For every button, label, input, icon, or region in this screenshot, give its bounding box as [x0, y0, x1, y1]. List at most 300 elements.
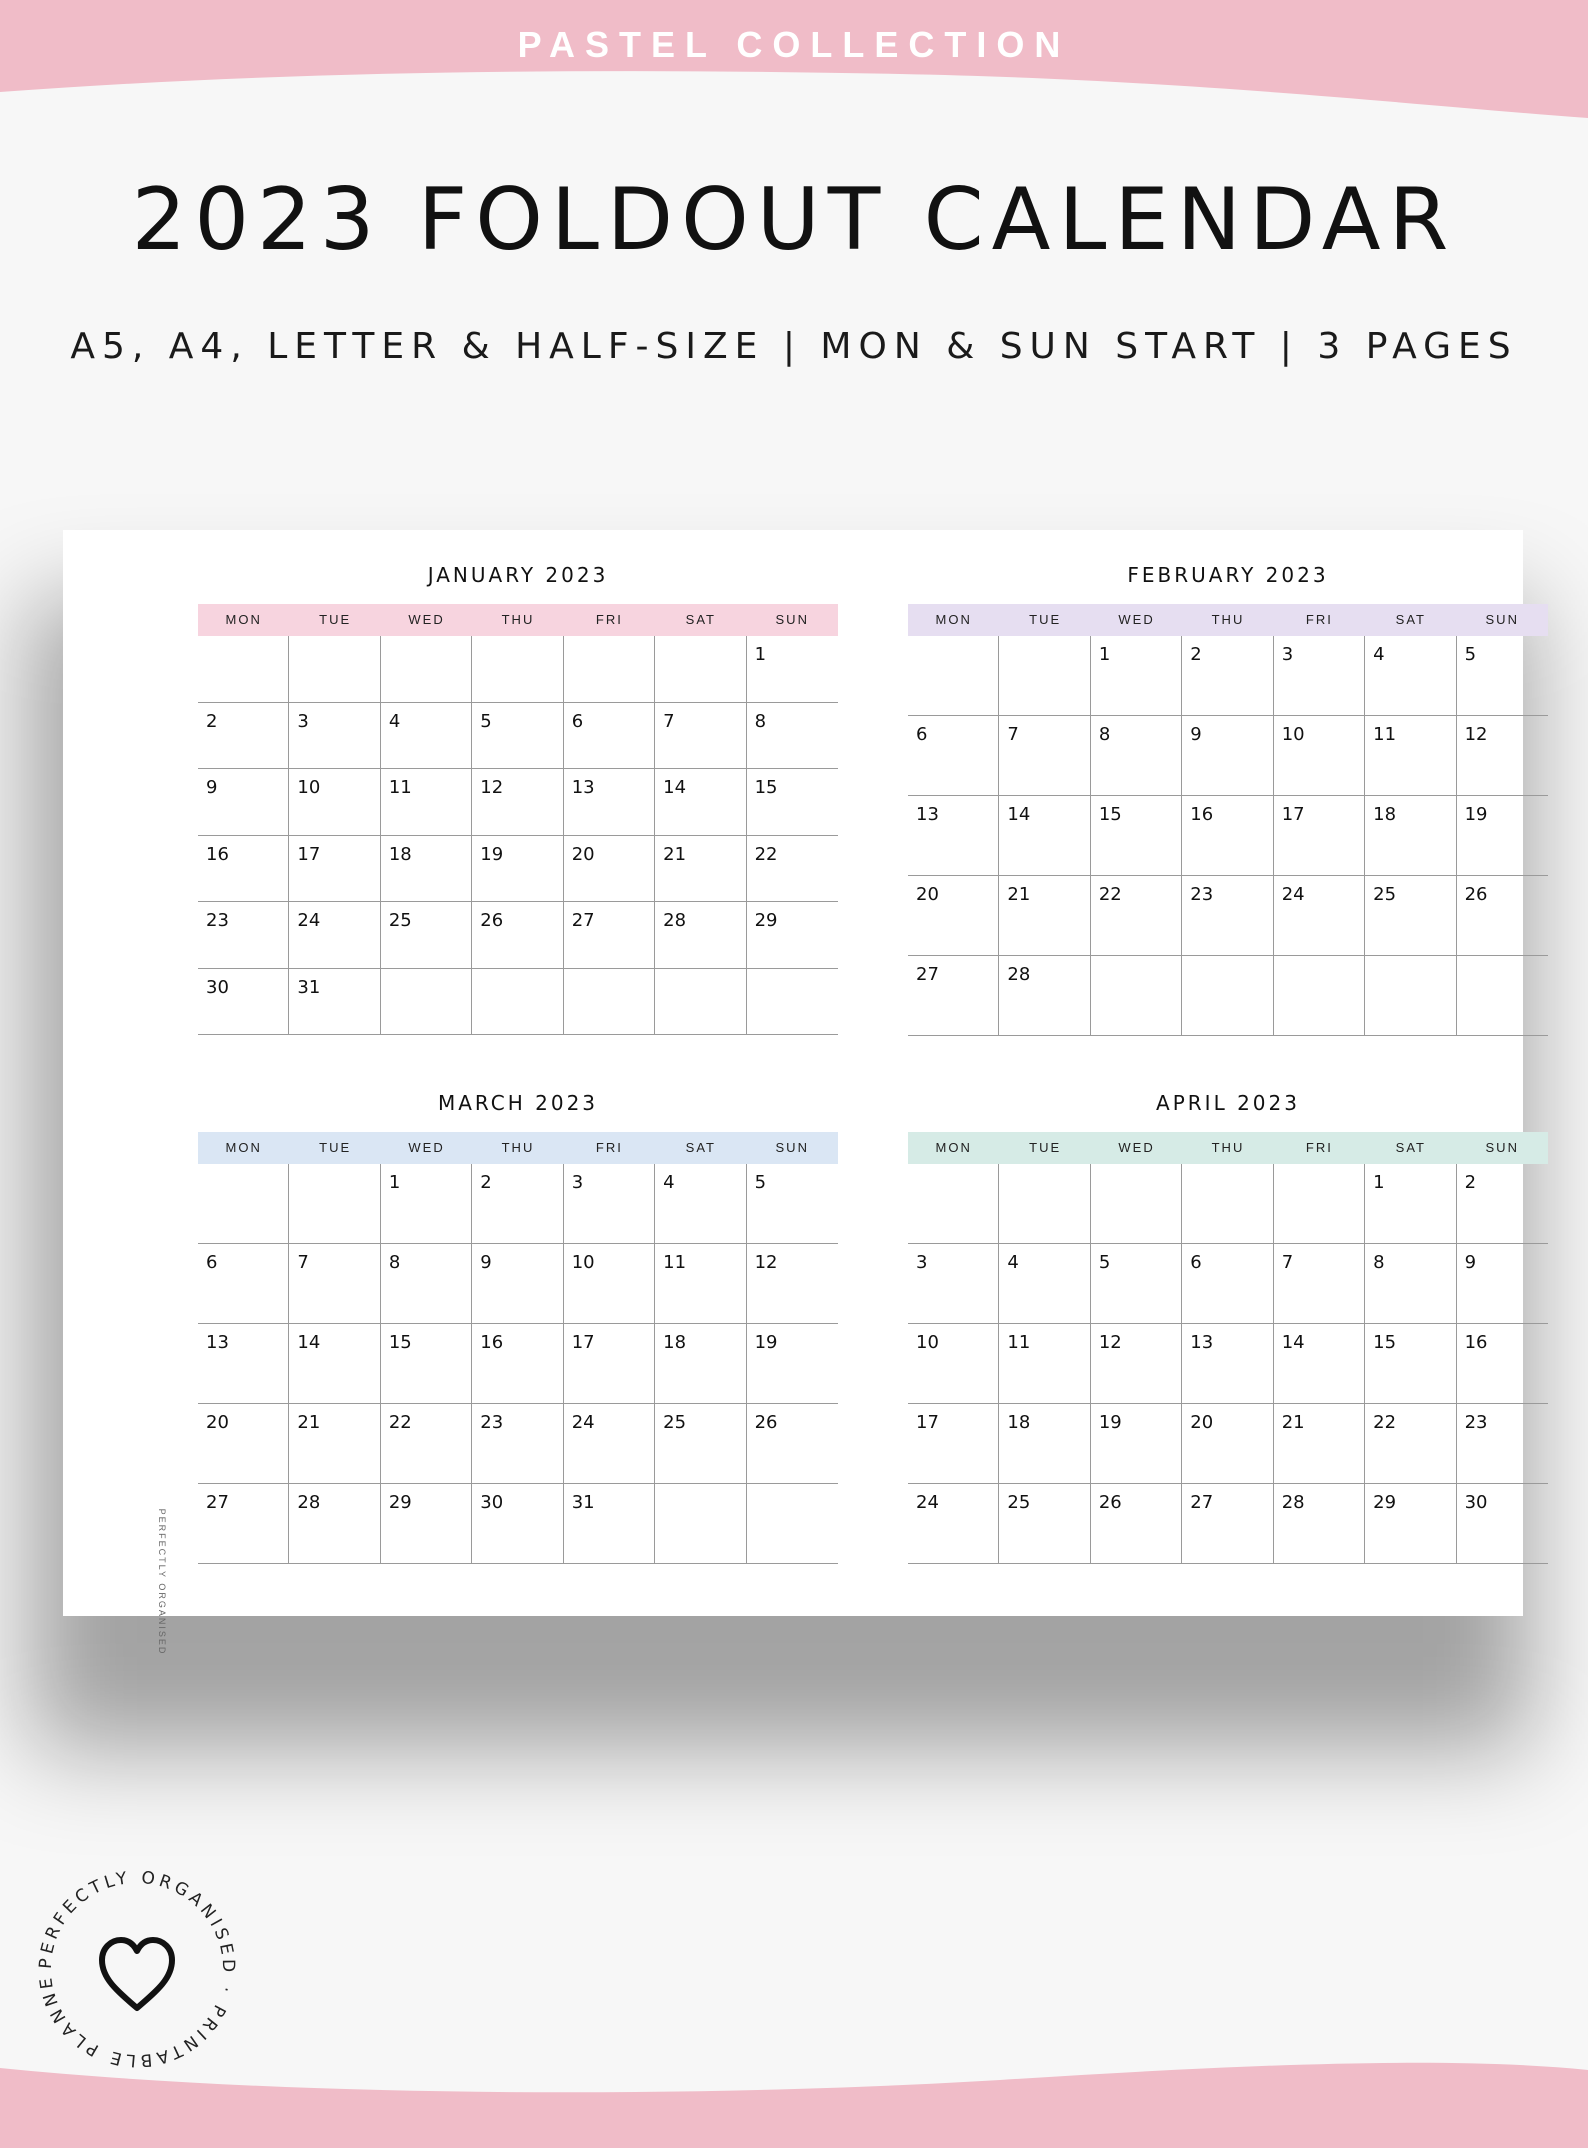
day-number: 19 [1098, 1412, 1122, 1433]
day-cell [198, 1404, 289, 1484]
day-cell [381, 969, 472, 1036]
day-cell [289, 969, 380, 1036]
day-number: 8 [1373, 1252, 1385, 1273]
day-number: 16 [206, 843, 229, 865]
weekday-label: MON [225, 1140, 262, 1155]
day-cell [472, 769, 563, 836]
day-number: 31 [571, 1492, 595, 1513]
weekday-label: FRI [595, 612, 623, 627]
day-number: 3 [571, 1172, 584, 1193]
day-number: 11 [1007, 1332, 1031, 1353]
weekday-label: THU [501, 612, 535, 627]
day-cell [908, 1164, 999, 1244]
day-cell [564, 1244, 655, 1324]
weekday-header [908, 1132, 1548, 1164]
day-number: 25 [663, 1412, 687, 1433]
weekday-label: SAT [685, 612, 716, 627]
month-block [198, 1088, 838, 1564]
day-cell [1091, 876, 1182, 956]
month-title: FEBRUARY 2023 [1127, 563, 1329, 587]
day-number: 30 [480, 1492, 504, 1513]
weekday-header [198, 1132, 838, 1164]
day-number: 2 [480, 1172, 492, 1193]
day-number: 13 [571, 777, 595, 798]
day-number: 31 [297, 976, 321, 998]
weekday-label: SUN [775, 1140, 809, 1155]
day-number: 8 [1098, 724, 1111, 745]
day-cell [1274, 956, 1365, 1036]
day-number: 11 [388, 777, 412, 798]
day-cell [198, 836, 289, 903]
day-number: 15 [754, 777, 778, 798]
page-subtitle: A5, A4, LETTER & HALF-SIZE | MON & SUN START | 3 PAGES [70, 326, 1518, 367]
weekday-label: SUN [1485, 612, 1519, 627]
day-number: 7 [1007, 724, 1019, 745]
day-cell [908, 796, 999, 876]
day-cell [198, 902, 289, 969]
month-title: APRIL 2023 [1156, 1091, 1300, 1115]
month-title: JANUARY 2023 [427, 563, 609, 587]
day-number: 16 [480, 1332, 504, 1353]
day-cell [1182, 716, 1273, 796]
weekday-label: THU [1211, 612, 1245, 627]
day-number: 10 [571, 1252, 595, 1273]
day-cell [564, 969, 655, 1036]
day-number: 28 [297, 1492, 321, 1513]
day-cell [1457, 1164, 1548, 1244]
day-number: 12 [1098, 1332, 1122, 1353]
day-grid [908, 636, 1548, 1036]
day-cell [198, 1164, 289, 1244]
day-number: 9 [1190, 724, 1202, 745]
day-cell [1182, 876, 1273, 956]
day-number: 4 [663, 1172, 675, 1193]
month-block [198, 560, 838, 1035]
weekday-label: SAT [1395, 612, 1426, 627]
page-title: 2023 FOLDOUT CALENDAR [131, 170, 1457, 270]
side-brand-text: PERFECTLY ORGANISED [157, 1508, 167, 1656]
day-cell [289, 636, 380, 703]
day-number: 5 [1464, 644, 1477, 665]
day-cell [472, 1484, 563, 1564]
day-cell [655, 1324, 746, 1404]
day-cell [999, 716, 1090, 796]
day-number: 17 [916, 1412, 939, 1433]
day-cell [1457, 956, 1548, 1036]
day-number: 5 [754, 1172, 767, 1193]
day-number: 23 [1190, 884, 1214, 905]
day-number: 9 [206, 777, 218, 798]
day-cell [655, 636, 746, 703]
day-cell [655, 1484, 746, 1564]
day-cell [198, 1324, 289, 1404]
day-cell [381, 1244, 472, 1324]
day-cell [564, 836, 655, 903]
day-number: 20 [206, 1412, 229, 1433]
day-number: 10 [297, 777, 321, 798]
day-cell [1365, 716, 1456, 796]
day-cell [289, 1404, 380, 1484]
day-number: 30 [206, 976, 229, 998]
day-cell [908, 956, 999, 1036]
day-number: 18 [388, 843, 412, 865]
day-number: 29 [388, 1492, 412, 1513]
day-number: 14 [297, 1332, 321, 1353]
weekday-label: WED [1118, 1140, 1155, 1155]
day-number: 9 [480, 1252, 492, 1273]
day-cell [472, 1324, 563, 1404]
day-cell [1365, 1484, 1456, 1564]
day-cell [655, 1404, 746, 1484]
day-cell [381, 1324, 472, 1404]
day-number: 13 [206, 1332, 229, 1353]
day-cell [289, 1324, 380, 1404]
day-number: 18 [1373, 804, 1397, 825]
day-cell [1182, 1164, 1273, 1244]
day-cell [655, 969, 746, 1036]
day-number: 13 [916, 804, 939, 825]
day-cell [381, 836, 472, 903]
day-cell [1182, 796, 1273, 876]
day-cell [1091, 1164, 1182, 1244]
day-number: 5 [480, 710, 492, 732]
weekday-header [198, 604, 838, 636]
day-cell [198, 703, 289, 770]
day-cell [1091, 1244, 1182, 1324]
day-number: 10 [1281, 724, 1305, 745]
day-cell [1091, 956, 1182, 1036]
weekday-label: WED [408, 612, 445, 627]
day-number: 21 [1007, 884, 1031, 905]
day-grid [198, 636, 838, 1035]
day-cell [999, 1404, 1090, 1484]
day-cell [1182, 1324, 1273, 1404]
day-cell [198, 1484, 289, 1564]
day-cell [472, 1164, 563, 1244]
weekday-label: THU [1211, 1140, 1245, 1155]
day-number: 6 [206, 1252, 218, 1273]
day-cell [1365, 1244, 1456, 1324]
day-number: 18 [663, 1332, 687, 1353]
day-cell [999, 636, 1090, 716]
weekday-label: MON [935, 612, 972, 627]
day-cell [472, 1404, 563, 1484]
day-number: 16 [1190, 804, 1214, 825]
day-cell [1274, 1164, 1365, 1244]
weekday-label: WED [408, 1140, 445, 1155]
day-number: 20 [1190, 1412, 1214, 1433]
day-cell [472, 969, 563, 1036]
day-cell [655, 1164, 746, 1244]
day-cell [1274, 636, 1365, 716]
day-cell [564, 769, 655, 836]
day-number: 4 [1373, 644, 1385, 665]
day-cell [1274, 1404, 1365, 1484]
day-cell [747, 902, 838, 969]
weekday-label: TUE [319, 1140, 352, 1155]
day-number: 27 [1190, 1492, 1214, 1513]
day-number: 2 [1190, 644, 1202, 665]
day-cell [655, 836, 746, 903]
weekday-label: TUE [1029, 1140, 1062, 1155]
day-cell [908, 876, 999, 956]
day-number: 2 [206, 710, 218, 732]
day-cell [747, 1484, 838, 1564]
day-cell [1091, 1324, 1182, 1404]
day-number: 1 [754, 644, 767, 665]
day-cell [999, 956, 1090, 1036]
day-number: 29 [754, 910, 778, 931]
day-number: 3 [297, 710, 309, 732]
day-number: 5 [1098, 1252, 1111, 1273]
weekday-label: TUE [319, 612, 352, 627]
day-number: 22 [754, 843, 778, 865]
day-number: 25 [1007, 1492, 1031, 1513]
day-cell [1457, 1484, 1548, 1564]
day-cell [1365, 796, 1456, 876]
day-number: 8 [388, 1252, 401, 1273]
day-cell [1182, 956, 1273, 1036]
day-cell [472, 1244, 563, 1324]
day-number: 22 [1098, 884, 1122, 905]
day-cell [381, 902, 472, 969]
day-number: 17 [297, 843, 321, 865]
day-number: 3 [916, 1252, 928, 1273]
day-number: 27 [571, 910, 595, 931]
day-number: 6 [916, 724, 928, 745]
day-number: 17 [1281, 804, 1305, 825]
day-number: 14 [1007, 804, 1031, 825]
day-cell [289, 1164, 380, 1244]
day-number: 14 [663, 777, 687, 798]
day-cell [747, 1324, 838, 1404]
weekday-header [908, 604, 1548, 636]
day-cell [747, 769, 838, 836]
day-cell [1365, 1404, 1456, 1484]
day-cell [289, 1244, 380, 1324]
day-number: 10 [916, 1332, 939, 1353]
weekday-label: TUE [1029, 612, 1062, 627]
day-cell [908, 636, 999, 716]
day-number: 15 [1373, 1332, 1397, 1353]
day-cell [999, 1484, 1090, 1564]
day-number: 7 [1281, 1252, 1294, 1273]
day-number: 21 [297, 1412, 321, 1433]
day-cell [289, 769, 380, 836]
day-number: 17 [571, 1332, 595, 1353]
day-number: 25 [1373, 884, 1397, 905]
day-cell [381, 1404, 472, 1484]
weekday-label: MON [225, 612, 262, 627]
weekday-label: SUN [775, 612, 809, 627]
day-cell [908, 1244, 999, 1324]
day-cell [564, 1324, 655, 1404]
day-cell [1091, 796, 1182, 876]
weekday-label: FRI [1305, 612, 1333, 627]
day-cell [381, 769, 472, 836]
day-number: 12 [1464, 724, 1488, 745]
month-block [908, 1088, 1548, 1564]
day-number: 24 [297, 910, 321, 931]
day-number: 8 [754, 710, 767, 732]
day-cell [999, 1324, 1090, 1404]
day-cell [747, 1244, 838, 1324]
day-cell [1365, 1324, 1456, 1404]
day-number: 16 [1464, 1332, 1488, 1353]
weekday-label: WED [1118, 612, 1155, 627]
day-cell [564, 1484, 655, 1564]
day-number: 28 [663, 910, 687, 931]
weekday-label: SAT [685, 1140, 716, 1155]
day-cell [198, 636, 289, 703]
day-cell [908, 1324, 999, 1404]
day-cell [747, 969, 838, 1036]
day-number: 23 [1464, 1412, 1488, 1433]
day-cell [564, 703, 655, 770]
day-grid [908, 1164, 1548, 1564]
day-cell [1182, 1484, 1273, 1564]
day-cell [1457, 1404, 1548, 1484]
weekday-label: SAT [1395, 1140, 1426, 1155]
day-cell [908, 1484, 999, 1564]
day-number: 13 [1190, 1332, 1214, 1353]
day-cell [1457, 1324, 1548, 1404]
day-cell [289, 902, 380, 969]
day-number: 18 [1007, 1412, 1031, 1433]
day-cell [1182, 636, 1273, 716]
day-cell [1274, 1244, 1365, 1324]
day-number: 23 [206, 910, 229, 931]
day-number: 26 [1098, 1492, 1122, 1513]
month-title: MARCH 2023 [437, 1091, 599, 1115]
day-cell [1274, 796, 1365, 876]
day-cell [472, 902, 563, 969]
day-cell [999, 876, 1090, 956]
day-number: 22 [1373, 1412, 1397, 1433]
weekday-label: SUN [1485, 1140, 1519, 1155]
day-number: 1 [1373, 1172, 1385, 1193]
day-cell [1182, 1244, 1273, 1324]
day-number: 19 [480, 843, 504, 865]
day-number: 3 [1281, 644, 1294, 665]
day-number: 23 [480, 1412, 504, 1433]
day-number: 27 [916, 964, 939, 985]
day-cell [1091, 716, 1182, 796]
day-number: 7 [663, 710, 675, 732]
day-cell [472, 836, 563, 903]
day-cell [999, 1164, 1090, 1244]
day-cell [289, 836, 380, 903]
day-cell [655, 703, 746, 770]
day-number: 4 [1007, 1252, 1019, 1273]
day-cell [1365, 876, 1456, 956]
day-number: 21 [663, 843, 687, 865]
day-cell [564, 636, 655, 703]
day-cell [747, 1404, 838, 1484]
day-number: 11 [1373, 724, 1397, 745]
day-number: 28 [1007, 964, 1031, 985]
day-cell [1274, 1324, 1365, 1404]
day-number: 25 [388, 910, 412, 931]
weekday-label: MON [935, 1140, 972, 1155]
day-cell [289, 703, 380, 770]
day-cell [1274, 716, 1365, 796]
day-cell [655, 902, 746, 969]
day-cell [381, 1164, 472, 1244]
day-number: 26 [754, 1412, 778, 1433]
day-number: 24 [916, 1492, 939, 1513]
day-number: 6 [1190, 1252, 1202, 1273]
day-cell [1274, 876, 1365, 956]
heart-icon [102, 1940, 172, 2008]
day-number: 28 [1281, 1492, 1305, 1513]
month-block [908, 560, 1548, 1036]
day-cell [908, 716, 999, 796]
day-number: 6 [571, 710, 584, 732]
logo-badge [24, 1856, 250, 2082]
day-cell [908, 1404, 999, 1484]
day-number: 9 [1464, 1252, 1477, 1273]
day-cell [999, 1244, 1090, 1324]
day-number: 15 [1098, 804, 1122, 825]
day-cell [472, 703, 563, 770]
day-number: 1 [1098, 644, 1111, 665]
day-cell [1091, 1404, 1182, 1484]
day-cell [747, 1164, 838, 1244]
day-number: 12 [754, 1252, 778, 1273]
day-number: 26 [480, 910, 504, 931]
day-cell [655, 769, 746, 836]
day-number: 1 [388, 1172, 401, 1193]
day-cell [1091, 1484, 1182, 1564]
day-number: 27 [206, 1492, 229, 1513]
day-number: 30 [1464, 1492, 1488, 1513]
calendar-sheet [63, 530, 1523, 1656]
day-number: 20 [571, 843, 595, 865]
day-cell [564, 1164, 655, 1244]
day-number: 19 [1464, 804, 1488, 825]
day-cell [289, 1484, 380, 1564]
day-number: 15 [388, 1332, 412, 1353]
day-number: 14 [1281, 1332, 1305, 1353]
day-number: 20 [916, 884, 939, 905]
weekday-label: FRI [595, 1140, 623, 1155]
day-cell [381, 1484, 472, 1564]
day-cell [472, 636, 563, 703]
day-cell [747, 836, 838, 903]
day-cell [381, 703, 472, 770]
collection-label: PASTEL COLLECTION [517, 24, 1071, 65]
day-cell [1365, 956, 1456, 1036]
day-cell [1091, 636, 1182, 716]
day-cell [198, 1244, 289, 1324]
day-cell [198, 969, 289, 1036]
day-cell [1457, 636, 1548, 716]
day-cell [381, 636, 472, 703]
weekday-label: THU [501, 1140, 535, 1155]
day-cell [1365, 636, 1456, 716]
day-cell [1457, 716, 1548, 796]
day-cell [1457, 796, 1548, 876]
day-cell [747, 636, 838, 703]
day-number: 12 [480, 777, 504, 798]
day-number: 22 [388, 1412, 412, 1433]
day-number: 21 [1281, 1412, 1305, 1433]
day-number: 19 [754, 1332, 778, 1353]
day-cell [564, 1404, 655, 1484]
day-cell [1274, 1484, 1365, 1564]
day-number: 11 [663, 1252, 687, 1273]
